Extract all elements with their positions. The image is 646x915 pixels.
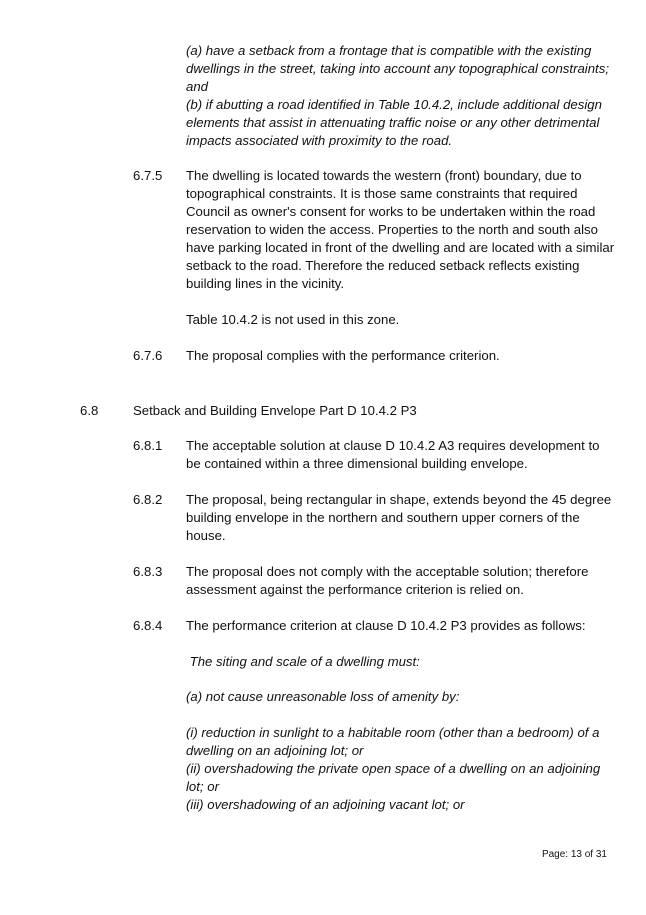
quote-line: lot; or (186, 779, 219, 794)
section-number: 6.7.5 (133, 168, 163, 183)
paragraph-line: The performance criterion at clause D 10.4.2 P3 provides as follows: (186, 618, 586, 633)
paragraph-line: reservation to widen the access. Properties to the north and south also (186, 222, 598, 237)
quote-line: (a) have a setback from a frontage that is compatible with the existing (186, 43, 592, 58)
paragraph-line: The acceptable solution at clause D 10.4.2 A3 requires development to (186, 438, 600, 453)
paragraph-line: be contained within a three dimensional building envelope. (186, 456, 528, 471)
paragraph-line: The proposal complies with the performance criterion. (186, 348, 500, 363)
quote-line: impacts associated with proximity to the road. (186, 133, 453, 148)
section-heading: Setback and Building Envelope Part D 10.4.2 P3 (133, 403, 417, 418)
quote-line: (ii) overshadowing the private open space of a dwelling on an adjoining (186, 761, 601, 776)
paragraph-note: Table 10.4.2 is not used in this zone. (186, 312, 400, 327)
quote-line: dwelling on an adjoining lot; or (186, 743, 364, 758)
quote-line: and (186, 79, 209, 94)
paragraph-line: setback to the road. Therefore the reduced setback reflects existing (186, 258, 580, 273)
section-number: 6.8.4 (133, 618, 163, 633)
quote-line: (a) not cause unreasonable loss of amenity by: (186, 689, 460, 704)
quote-line: elements that assist in attenuating traffic noise or any other detrimental (186, 115, 600, 130)
quote-line: (i) reduction in sunlight to a habitable room (other than a bedroom) of a (186, 725, 600, 740)
section-number: 6.8.3 (133, 564, 163, 579)
paragraph-line: have parking located in front of the dwelling and are located with a similar (186, 240, 615, 255)
section-number: 6.8 (80, 403, 99, 418)
section-number: 6.7.6 (133, 348, 163, 363)
section-number: 6.8.1 (133, 438, 163, 453)
quote-line: (iii) overshadowing of an adjoining vacant lot; or (186, 797, 465, 812)
paragraph-line: The dwelling is located towards the western (front) boundary, due to (186, 168, 582, 183)
paragraph-line: topographical constraints. It is those same constraints that required (186, 186, 578, 201)
section-number: 6.8.2 (133, 492, 163, 507)
paragraph-line: The proposal does not comply with the acceptable solution; therefore (186, 564, 589, 579)
paragraph-line: assessment against the performance criterion is relied on. (186, 582, 524, 597)
paragraph-line: The proposal, being rectangular in shape, extends beyond the 45 degree (186, 492, 612, 507)
paragraph-line: building envelope in the northern and southern upper corners of the (186, 510, 580, 525)
paragraph-line: Council as owner's consent for works to be undertaken within the road (186, 204, 596, 219)
quote-intro: The siting and scale of a dwelling must: (186, 654, 420, 669)
quote-line: dwellings in the street, taking into account any topographical constraints; (186, 61, 609, 76)
paragraph-line: building lines in the vicinity. (186, 276, 345, 291)
paragraph-line: house. (186, 528, 226, 543)
page-number: Page: 13 of 31 (541, 849, 607, 860)
quote-line: (b) if abutting a road identified in Table 10.4.2, include additional design (186, 97, 602, 112)
